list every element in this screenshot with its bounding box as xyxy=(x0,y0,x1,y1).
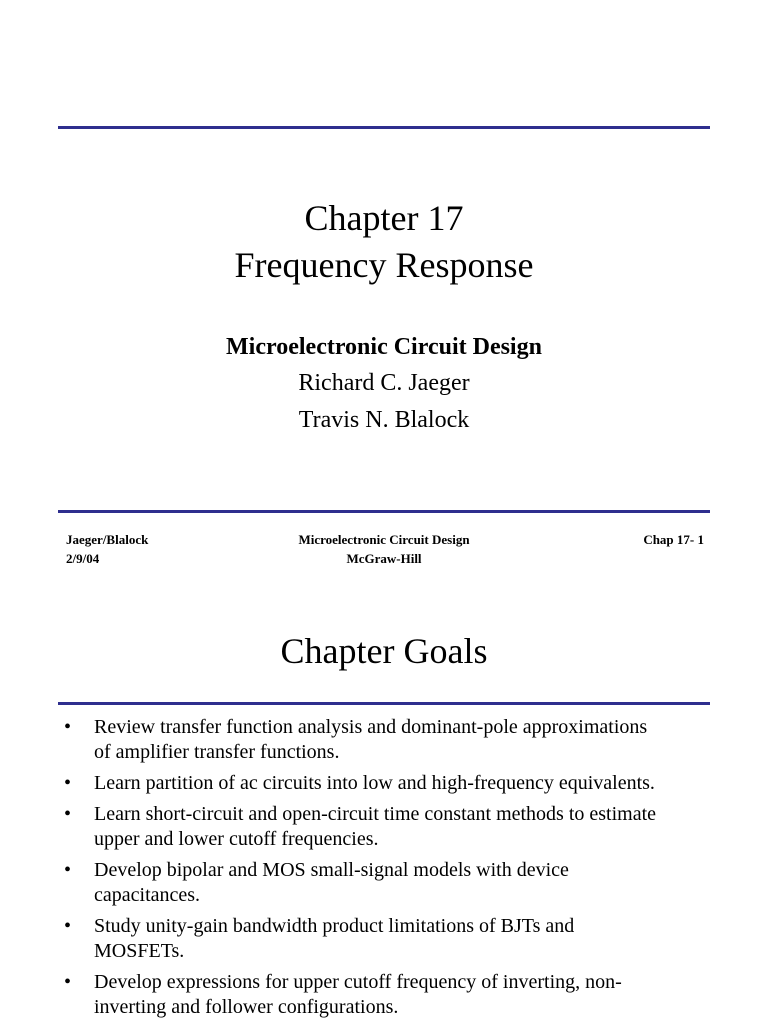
slide-title-chapter: Chapter 17 xyxy=(304,198,464,238)
author-1: Richard C. Jaeger xyxy=(298,370,470,396)
bullet-icon: • xyxy=(64,915,72,937)
goal-text: Develop expressions for upper cutoff frequency of inverting, non- xyxy=(94,971,622,993)
bullet-icon: • xyxy=(64,716,72,738)
bullet-icon: • xyxy=(64,859,72,881)
footer-page-number: Chap 17- 1 xyxy=(643,532,704,547)
footer-divider xyxy=(58,510,710,513)
goals-heading: Chapter Goals xyxy=(280,631,488,671)
book-title: Microelectronic Circuit Design xyxy=(226,334,542,360)
goal-text: MOSFETs. xyxy=(94,940,185,962)
goals-divider xyxy=(58,702,710,705)
goal-text: upper and lower cutoff frequencies. xyxy=(94,828,379,850)
footer-authors: Jaeger/Blalock xyxy=(66,532,149,547)
goal-text: inverting and follower configurations. xyxy=(94,996,399,1018)
goal-text: Learn partition of ac circuits into low and high-frequency equivalents. xyxy=(94,772,655,794)
top-divider xyxy=(58,126,710,129)
goals-list xyxy=(0,715,768,1026)
goal-item xyxy=(0,858,768,908)
bullet-icon: • xyxy=(64,971,72,993)
footer-publisher: McGraw-Hill xyxy=(346,551,422,566)
goal-item xyxy=(0,802,768,852)
goal-item xyxy=(0,715,768,765)
goal-text: Develop bipolar and MOS small-signal models with device xyxy=(94,859,569,881)
author-2: Travis N. Blalock xyxy=(298,407,470,433)
footer-date: 2/9/04 xyxy=(66,551,100,566)
goal-item xyxy=(0,970,768,1020)
slide-title-topic: Frequency Response xyxy=(234,245,534,285)
goal-text: Review transfer function analysis and dominant-pole approximations xyxy=(94,716,648,738)
goal-text: Study unity-gain bandwidth product limitations of BJTs and xyxy=(94,915,575,937)
goal-item xyxy=(0,914,768,964)
goal-text: of amplifier transfer functions. xyxy=(94,741,340,763)
goal-text: Learn short-circuit and open-circuit time constant methods to estimate xyxy=(94,803,657,825)
goal-text: capacitances. xyxy=(94,884,201,906)
bullet-icon: • xyxy=(64,772,72,794)
footer-book: Microelectronic Circuit Design xyxy=(298,532,470,547)
bullet-icon: • xyxy=(64,803,72,825)
goal-item xyxy=(0,771,768,796)
